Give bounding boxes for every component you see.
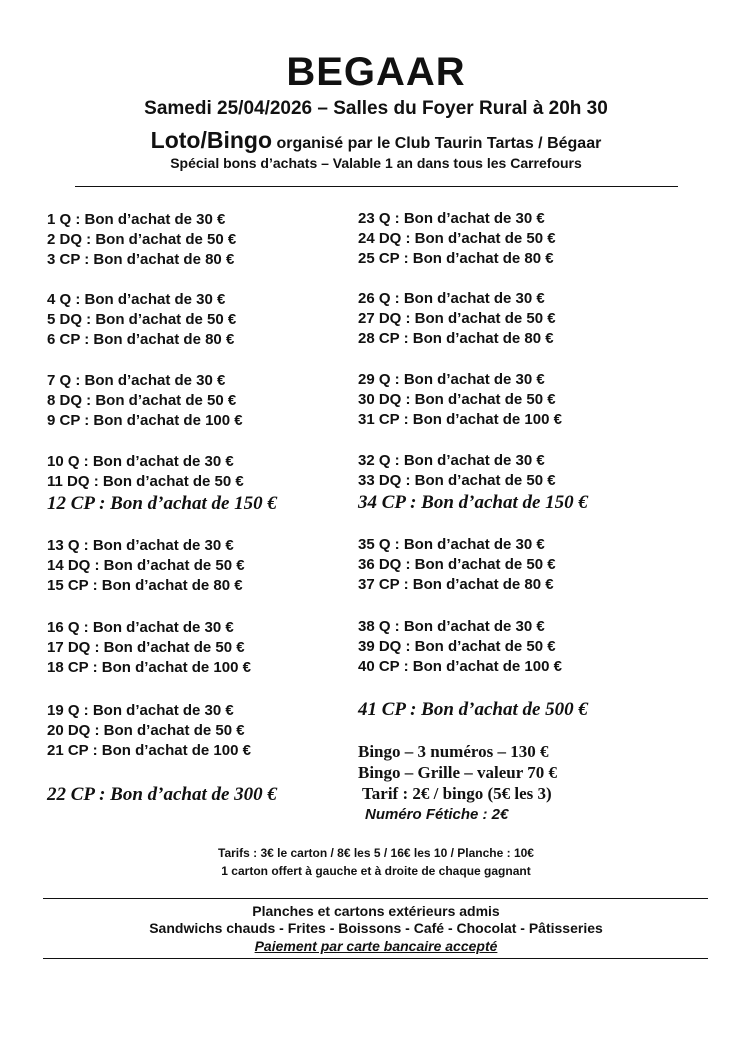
tarifs-line: Tarifs : 3€ le carton / 8€ les 5 / 16€ les 10 / Planche : 10€ <box>218 846 534 860</box>
highlight-prize-item: 34 CP : Bon d’achat de 150 € <box>358 492 588 513</box>
prize-item: 37 CP : Bon d’achat de 80 € <box>358 576 554 593</box>
highlight-prize-item: 22 CP : Bon d’achat de 300 € <box>47 784 277 805</box>
numero-fetiche: Numéro Fétiche : 2€ <box>365 806 509 823</box>
prize-item: 29 Q : Bon d’achat de 30 € <box>358 371 545 388</box>
prize-item: 18 CP : Bon d’achat de 100 € <box>47 659 251 676</box>
prize-item: 35 Q : Bon d’achat de 30 € <box>358 536 545 553</box>
bingo-price: Tarif : 2€ / bingo (5€ les 3) <box>362 784 552 803</box>
event-date-location: Samedi 25/04/2026 – Salles du Foyer Rural à 20h 30 <box>144 98 608 119</box>
prize-item: 13 Q : Bon d’achat de 30 € <box>47 537 234 554</box>
prize-item: 25 CP : Bon d’achat de 80 € <box>358 250 554 267</box>
prize-item: 2 DQ : Bon d’achat de 50 € <box>47 231 237 248</box>
prize-item: 10 Q : Bon d’achat de 30 € <box>47 453 234 470</box>
prize-item: 4 Q : Bon d’achat de 30 € <box>47 291 226 308</box>
prize-item: 32 Q : Bon d’achat de 30 € <box>358 452 545 469</box>
prize-item: 26 Q : Bon d’achat de 30 € <box>358 290 545 307</box>
bingo-line: Bingo – Grille – valeur 70 € <box>358 763 557 782</box>
prize-item: 21 CP : Bon d’achat de 100 € <box>47 742 251 759</box>
prize-item: 11 DQ : Bon d’achat de 50 € <box>47 473 244 490</box>
footer-food: Sandwichs chauds - Frites - Boissons - Café - Chocolat - Pâtisseries <box>149 920 603 936</box>
prize-item: 33 DQ : Bon d’achat de 50 € <box>358 472 556 489</box>
prize-item: 7 Q : Bon d’achat de 30 € <box>47 372 226 389</box>
special-note: Spécial bons d’achats – Valable 1 an dans tous les Carrefours <box>170 155 582 171</box>
prize-item: 16 Q : Bon d’achat de 30 € <box>47 619 234 636</box>
prize-item: 6 CP : Bon d’achat de 80 € <box>47 331 235 348</box>
prize-item: 9 CP : Bon d’achat de 100 € <box>47 412 243 429</box>
prize-item: 24 DQ : Bon d’achat de 50 € <box>358 230 556 247</box>
prize-item: 39 DQ : Bon d’achat de 50 € <box>358 638 556 655</box>
footer-bottom-divider <box>43 958 708 959</box>
highlight-prize-item: 12 CP : Bon d’achat de 150 € <box>47 493 277 514</box>
prize-item: 27 DQ : Bon d’achat de 50 € <box>358 310 556 327</box>
footer-payment: Paiement par carte bancaire accepté <box>254 938 498 954</box>
prize-item: 14 DQ : Bon d’achat de 50 € <box>47 557 245 574</box>
prize-item: 20 DQ : Bon d’achat de 50 € <box>47 722 245 739</box>
footer-top-divider <box>43 898 708 899</box>
prize-item: 36 DQ : Bon d’achat de 50 € <box>358 556 556 573</box>
event-type-line <box>0 127 752 154</box>
page-title: BEGAAR <box>286 50 466 94</box>
header-divider <box>75 186 678 187</box>
prize-item: 3 CP : Bon d’achat de 80 € <box>47 251 235 268</box>
organizer-text: organisé par le Club Taurin Tartas / Bégaar <box>276 135 602 152</box>
prize-item: 28 CP : Bon d’achat de 80 € <box>358 330 554 347</box>
bingo-line: Bingo – 3 numéros – 130 € <box>358 742 549 761</box>
prize-item: 15 CP : Bon d’achat de 80 € <box>47 577 243 594</box>
prize-item: 5 DQ : Bon d’achat de 50 € <box>47 311 237 328</box>
event-type-label: Loto/Bingo <box>150 127 273 153</box>
prize-item: 23 Q : Bon d’achat de 30 € <box>358 210 545 227</box>
prize-item: 17 DQ : Bon d’achat de 50 € <box>47 639 245 656</box>
prize-item: 38 Q : Bon d’achat de 30 € <box>358 618 545 635</box>
prize-item: 40 CP : Bon d’achat de 100 € <box>358 658 562 675</box>
prize-item: 8 DQ : Bon d’achat de 50 € <box>47 392 237 409</box>
prize-item: 19 Q : Bon d’achat de 30 € <box>47 702 234 719</box>
highlight-prize-item: 41 CP : Bon d’achat de 500 € <box>358 699 588 720</box>
prize-item: 1 Q : Bon d’achat de 30 € <box>47 211 226 228</box>
footer-planches: Planches et cartons extérieurs admis <box>252 903 500 919</box>
prize-item: 30 DQ : Bon d’achat de 50 € <box>358 391 556 408</box>
prize-item: 31 CP : Bon d’achat de 100 € <box>358 411 562 428</box>
offer-line: 1 carton offert à gauche et à droite de chaque gagnant <box>221 864 531 878</box>
